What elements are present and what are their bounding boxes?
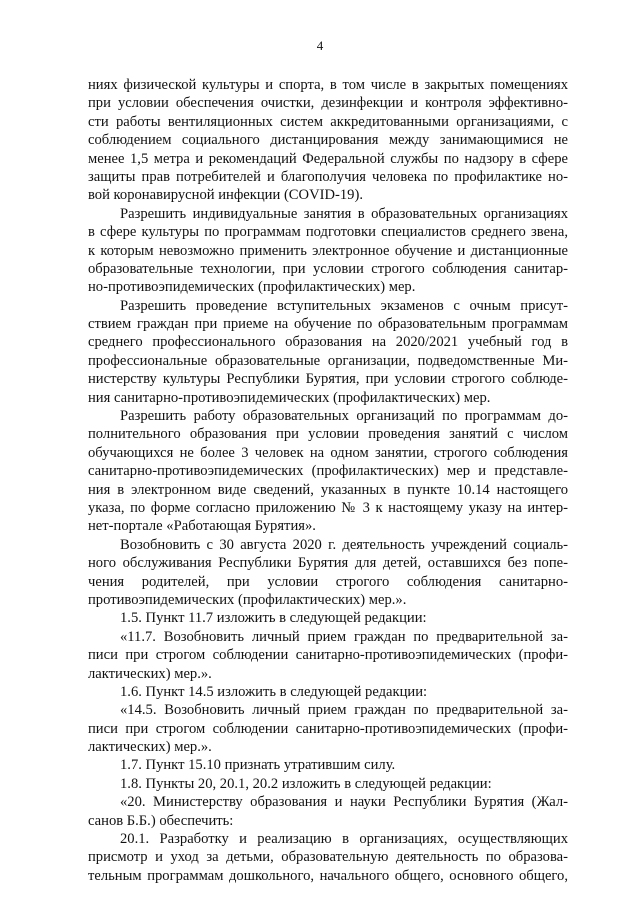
text-line: нистерству культуры Республики Бурятия, при условии строгого соблюде- xyxy=(88,371,568,388)
text-line: «20. Министерству образования и науки Республики Бурятия (Жал- xyxy=(120,794,568,811)
text-line: ного обслуживания Республики Бурятия для детей, оставшихся без попе- xyxy=(88,555,568,572)
text-line: указа, по форме согласно приложению № 3 к настоящему указу на интер- xyxy=(88,499,568,516)
text-line: Возобновить с 30 августа 2020 г. деятельность учреждений социаль- xyxy=(120,536,568,553)
text-line: противоэпидемических (профилактических) мер.». xyxy=(88,591,407,608)
text-line: 1.5. Пункт 11.7 изложить в следующей редакции: xyxy=(120,610,427,627)
text-line: санитарно-противоэпидемических (профилактических) мер и представле- xyxy=(88,463,568,480)
text-line: соблюдением социального дистанцирования между занимающимися не xyxy=(88,132,568,149)
text-line: но-противоэпидемических (профилактических) мер. xyxy=(88,279,416,296)
text-line: ния в электронном виде сведений, указанных в пункте 10.14 настоящего xyxy=(88,481,568,498)
text-line: Разрешить проведение вступительных экзаменов с очным присут- xyxy=(120,297,568,314)
text-line: тельным программам дошкольного, начального общего, основного общего, xyxy=(88,867,568,884)
text-line: к которым невозможно применить электронное обучение и дистанционные xyxy=(88,242,568,259)
text-line: в сфере культуры по программам подготовки специалистов среднего звена, xyxy=(88,224,568,241)
text-line: 1.8. Пункты 20, 20.1, 20.2 изложить в следующей редакции: xyxy=(120,775,492,792)
text-line: ния санитарно-противоэпидемических (профилактических) мер. xyxy=(88,389,491,406)
document-body xyxy=(88,76,568,885)
text-line: лактических) мер.». xyxy=(88,739,212,756)
text-line: ствием граждан при приеме на обучение по образовательным программам xyxy=(88,316,568,333)
text-line: обучающихся не более 3 человек на одном занятии, строгого соблюдения xyxy=(88,444,568,461)
text-line: защиты прав потребителей и благополучия человека по профилактике но- xyxy=(88,168,568,185)
text-line: вой коронавирусной инфекции (COVID-19). xyxy=(88,187,363,204)
text-line: при условии обеспечения очистки, дезинфекции и контроля эффективно- xyxy=(88,95,568,112)
text-line: менее 1,5 метра и рекомендаций Федеральной службы по надзору в сфере xyxy=(88,150,568,167)
text-line: санов Б.Б.) обеспечить: xyxy=(88,812,234,829)
text-line: ниях физической культуры и спорта, в том числе в закрытых помещениях xyxy=(88,77,568,93)
page-number: 4 xyxy=(316,38,324,53)
text-line: 1.6. Пункт 14.5 изложить в следующей редакции: xyxy=(120,683,428,700)
text-line: писи при строгом соблюдении санитарно-противоэпидемических (профи- xyxy=(88,647,568,664)
text-line: Разрешить индивидуальные занятия в образовательных организациях xyxy=(120,205,568,222)
text-line: 20.1. Разработку и реализацию в организациях, осуществляющих xyxy=(120,831,568,848)
text-line: чения родителей, при условии строгого соблюдения санитарно- xyxy=(88,573,568,590)
text-line: «11.7. Возобновить личный прием граждан по предварительной за- xyxy=(120,628,568,645)
text-line: лактических) мер.». xyxy=(88,665,212,682)
text-line: 1.7. Пункт 15.10 признать утратившим силу. xyxy=(120,757,396,774)
text-line: Разрешить работу образовательных организаций по программам до- xyxy=(120,408,568,425)
text-line: профессиональные образовательные организации, подведомственные Ми- xyxy=(88,352,568,369)
text-line: писи при строгом соблюдении санитарно-противоэпидемических (профи- xyxy=(88,720,568,737)
text-line: присмотр и уход за детьми, образовательную деятельность по образова- xyxy=(88,849,568,866)
text-line: образовательные технологии, при условии строгого соблюдения санитар- xyxy=(88,260,568,277)
text-line: полнительного образования при условии проведения занятий с числом xyxy=(88,426,568,443)
text-line: «14.5. Возобновить личный прием граждан по предварительной за- xyxy=(120,702,568,719)
text-line: нет-портале «Работающая Бурятия». xyxy=(88,518,316,535)
text-line: среднего профессионального образования на 2020/2021 учебный год в xyxy=(88,334,568,351)
text-line: сти работы вентиляционных систем аккредитованными организациями, с xyxy=(88,113,568,130)
